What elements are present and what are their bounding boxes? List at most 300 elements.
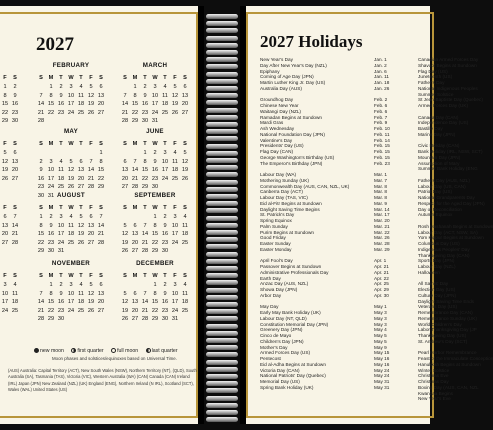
day-cell: 8 xyxy=(99,158,103,165)
day-cell: 22 xyxy=(47,307,55,314)
weekday-label: M xyxy=(132,75,138,81)
spiral-ring xyxy=(206,129,238,134)
day-cell: 11 xyxy=(78,92,84,99)
day-cell: 29 xyxy=(141,184,149,191)
holiday-date: May 16 xyxy=(374,356,390,361)
day-cell: 6 xyxy=(13,150,17,156)
weekday-label: S xyxy=(183,75,187,81)
holiday-date: Apr. 21 xyxy=(374,264,389,269)
day-cell: 12 xyxy=(77,222,85,229)
holiday-name: Independence Day (US) xyxy=(418,120,469,126)
spiral-ring xyxy=(206,352,238,357)
spiral-ring xyxy=(206,165,238,170)
holiday-name: The Emperor's Birthday (JPN) xyxy=(260,160,323,166)
holiday-name: National Foundation Day (JPN) xyxy=(260,131,325,137)
weekday-label: T xyxy=(143,141,147,147)
spiral-ring xyxy=(206,100,238,105)
day-cell: 18 xyxy=(77,101,85,108)
holiday-name: Christmas Day xyxy=(418,379,449,384)
holiday-name: Epiphany xyxy=(260,68,280,74)
day-cell: 7 xyxy=(123,92,127,99)
holiday-name: Purim Begins at Sundown xyxy=(260,229,314,235)
day-cell: 16 xyxy=(57,299,65,306)
day-cell: 13 xyxy=(11,158,19,165)
holiday-name: Summer Bank Holiday (ENG xyxy=(418,166,478,172)
day-cell: 2 xyxy=(59,282,63,288)
month-september xyxy=(120,192,190,256)
month-partial xyxy=(0,192,24,256)
holiday-name: Mothering Sunday (UK) xyxy=(260,177,309,183)
weekday-label: T xyxy=(59,273,63,279)
day-cell: 1 xyxy=(49,282,53,288)
spiral-ring xyxy=(206,396,238,401)
holidays-title: 2027 Holidays xyxy=(260,32,363,51)
weekday-label: M xyxy=(132,273,138,279)
holiday-name: Labour Day (US, CAN) xyxy=(418,183,466,189)
day-cell: 9 xyxy=(59,92,63,99)
holiday-name: Respect for the Aged Day (JPN) xyxy=(418,200,485,206)
day-cell: 10 xyxy=(171,222,179,229)
holiday-name: Christmas Eve xyxy=(418,373,449,379)
day-cell: 10 xyxy=(67,290,75,297)
holiday-name: Rosh Hashanah Begins at Sundown xyxy=(418,223,493,229)
day-cell: 3 xyxy=(3,282,7,288)
weekday-label: S xyxy=(183,205,187,211)
holiday-name: Administrative Professionals Day xyxy=(260,269,329,275)
day-cell: 15 xyxy=(97,167,105,174)
day-cell: 6 xyxy=(183,84,187,90)
holiday-name: Martin Luther King Jr. Day (US) xyxy=(260,80,326,85)
weekday-label: W xyxy=(68,75,74,81)
day-cell: 8 xyxy=(153,290,157,297)
holiday-names-column xyxy=(260,57,372,391)
holiday-name: Juneteenth (US) xyxy=(418,74,453,80)
day-cell: 2 xyxy=(59,84,63,90)
day-cell: 27 xyxy=(77,184,85,191)
weekday-label: M xyxy=(132,141,138,147)
day-cell: 6 xyxy=(89,214,93,220)
day-cell: 25 xyxy=(161,109,169,116)
holiday-date: Mar. 22 xyxy=(374,229,390,235)
page-edge-stripe xyxy=(240,6,246,424)
day-cell: 7 xyxy=(143,290,147,297)
holiday-date: Mar. 8 xyxy=(374,189,388,195)
spiral-ring xyxy=(206,194,238,199)
spiral-ring xyxy=(206,288,238,293)
day-cell: 7 xyxy=(99,214,103,220)
spiral-ring xyxy=(206,273,238,278)
day-cell: 7 xyxy=(133,158,137,165)
day-cell: 4 xyxy=(163,84,167,90)
day-cell: 12 xyxy=(171,92,179,99)
day-cell: 27 xyxy=(131,316,139,323)
spiral-ring xyxy=(206,388,238,393)
day-cell: 6 xyxy=(3,214,7,220)
day-cell: 20 xyxy=(11,167,19,174)
weekday-label: T xyxy=(163,205,167,211)
weekday-label: S xyxy=(13,141,17,147)
holiday-name: Canada Day (CAN) xyxy=(418,114,459,120)
holiday-name: Father's Day (AUS, NZL) xyxy=(418,177,470,183)
holiday-name: Shavuot Begins at Sundown xyxy=(418,62,477,68)
holiday-name: Remembrance Day (CAN) xyxy=(418,310,473,315)
holiday-name: Day of Reconciliation xyxy=(418,206,463,212)
holiday-date: Mar. 28 xyxy=(374,241,390,246)
month-november xyxy=(36,260,106,324)
day-cell: 2 xyxy=(49,214,53,220)
holiday-name: April Fool's Day xyxy=(260,258,293,264)
day-cell: 12 xyxy=(121,299,129,306)
weekday-label: S xyxy=(13,75,17,81)
holiday-name: Labour Day (NT, QLD) xyxy=(260,315,307,321)
spiral-ring xyxy=(206,187,238,192)
spiral-ring xyxy=(206,216,238,221)
spiral-ring xyxy=(206,57,238,62)
day-cell: 5 xyxy=(89,84,93,90)
day-cell: 24 xyxy=(47,184,55,191)
day-cell: 21 xyxy=(121,109,129,116)
weekday-label: W xyxy=(152,205,158,211)
year-title: 2027 xyxy=(36,34,74,55)
day-cell: 27 xyxy=(181,109,189,116)
day-cell: 1 xyxy=(133,84,137,90)
spiral-ring xyxy=(206,338,238,343)
day-cell: 21 xyxy=(11,231,19,238)
day-cell: 4 xyxy=(173,150,177,156)
day-cell: 29 xyxy=(151,316,159,323)
day-cell: 4 xyxy=(79,282,83,288)
day-cell: 20 xyxy=(97,299,105,306)
day-cell: 15 xyxy=(1,101,9,108)
spiral-ring xyxy=(206,201,238,206)
day-cell: 12 xyxy=(87,92,95,99)
day-cell: 16 xyxy=(161,299,169,306)
holiday-name: Spring Bank Holiday (UK) xyxy=(260,384,314,390)
weekday-label: S xyxy=(39,273,43,279)
region-abbreviations-footnote: (AUS) Australia: Capital Territory (ACT), New South Wales (NSW), Northern Territory (NT), (QLD), South Australia (SA), Tasmania (TAS), Victoria (VIC), Western Australia (WA) (CAN) Canada (CAN) Ireland (IRL) Japan (JPN) New Zealand (NZL) (UK) England (ENG), Northern Ireland (N IRL), Scotland (SCT), Wales (WAL) United States (US) xyxy=(8,368,197,393)
day-cell: 19 xyxy=(87,299,95,306)
day-cell: 30 xyxy=(11,118,19,125)
spiral-ring xyxy=(206,86,238,91)
day-cell: 10 xyxy=(47,167,55,174)
month-march xyxy=(120,62,190,126)
day-cell: 1 xyxy=(99,150,103,156)
spiral-ring xyxy=(206,309,238,314)
holiday-name: May Day xyxy=(260,304,279,310)
holiday-date: Feb. 23 xyxy=(374,160,390,166)
holiday-date: May 16 xyxy=(374,361,390,367)
holiday-date: Apr. 22 xyxy=(374,275,389,281)
day-cell: 27 xyxy=(121,184,129,191)
day-cell: 7 xyxy=(39,290,43,297)
day-cell: 27 xyxy=(97,109,105,116)
holiday-name: Children's Day (JPN) xyxy=(260,338,304,344)
holiday-name: Yom Kippur Begins at Sundown xyxy=(418,235,484,241)
weekday-label: W xyxy=(152,273,158,279)
holiday-name: Daylight Saving Time Ends xyxy=(418,298,475,304)
day-cell: 24 xyxy=(171,307,179,314)
day-cell: 13 xyxy=(87,222,95,229)
day-cell: 5 xyxy=(3,150,7,156)
day-cell: 8 xyxy=(133,92,137,99)
day-cell: 15 xyxy=(131,101,139,108)
day-cell: 20 xyxy=(77,175,85,182)
holiday-name: Eid al-Adha Begins at Sundown xyxy=(260,361,326,367)
day-cell: 31 xyxy=(151,118,159,125)
weekday-label: S xyxy=(123,75,127,81)
day-cell: 23 xyxy=(47,239,55,246)
holiday-name: Feast of the Immaculate Conception xyxy=(418,356,493,361)
spiral-ring xyxy=(206,237,238,242)
day-cell: 28 xyxy=(131,184,139,191)
holiday-date: Apr. 30 xyxy=(374,292,389,298)
holiday-name: Easter Monday xyxy=(260,246,292,252)
day-cell: 20 xyxy=(97,101,105,108)
day-cell: 2 xyxy=(153,150,157,156)
weekday-label: F xyxy=(89,205,93,211)
day-cell: 22 xyxy=(151,239,159,246)
day-cell: 11 xyxy=(78,290,84,297)
day-cell: 21 xyxy=(87,175,95,182)
day-cell: 18 xyxy=(77,299,85,306)
day-cell: 18 xyxy=(181,299,189,306)
holiday-date: May 31 xyxy=(374,384,390,390)
holiday-date: Feb. 2 xyxy=(374,97,388,103)
spiral-ring xyxy=(206,331,238,336)
weekday-label: F xyxy=(89,75,93,81)
weekday-label: W xyxy=(68,273,74,279)
spiral-ring xyxy=(206,151,238,156)
holiday-dates-column xyxy=(374,57,418,391)
day-cell: 17 xyxy=(151,101,159,108)
holiday-date: Apr. 29 xyxy=(374,287,389,292)
holiday-date: Mar. 17 xyxy=(374,212,390,218)
spiral-ring xyxy=(206,108,238,113)
holiday-name: Halloween xyxy=(418,269,440,275)
day-cell: 5 xyxy=(89,282,93,288)
day-cell: 23 xyxy=(141,109,149,116)
day-cell: 17 xyxy=(57,231,65,238)
holiday-date: Mar. 20 xyxy=(374,218,390,223)
spiral-ring xyxy=(206,72,238,77)
day-cell: 26 xyxy=(87,307,95,314)
spiral-ring xyxy=(206,316,238,321)
day-cell: 8 xyxy=(153,222,157,229)
day-cell: 19 xyxy=(1,167,9,174)
day-cell: 7 xyxy=(39,92,43,99)
spiral-ring xyxy=(206,302,238,307)
weekday-label: S xyxy=(99,273,103,279)
weekday-label: S xyxy=(123,141,127,147)
day-cell: 8 xyxy=(39,222,43,229)
day-cell: 2 xyxy=(163,282,167,288)
holiday-name: St. Andrew's Day (SCT) xyxy=(418,338,468,344)
day-cell: 28 xyxy=(141,316,149,323)
day-cell: 16 xyxy=(37,175,45,182)
holiday-date: May 15 xyxy=(374,350,390,356)
weekday-label: F xyxy=(3,205,7,211)
holiday-name: Mother's Day xyxy=(260,344,288,350)
day-cell: 16 xyxy=(141,101,149,108)
spiral-ring xyxy=(206,324,238,329)
day-cell: 14 xyxy=(141,299,149,306)
holiday-name: Hanukkah Begins at Sundown xyxy=(418,361,481,367)
weekday-label: F xyxy=(173,141,177,147)
day-cell: 9 xyxy=(163,222,167,229)
day-cell: 30 xyxy=(47,248,55,255)
first-quarter-icon xyxy=(71,348,76,353)
spiral-ring xyxy=(206,136,238,141)
weekday-label: F xyxy=(89,141,93,147)
weekday-label: F xyxy=(3,273,7,279)
day-cell: 27 xyxy=(97,307,105,314)
month-partial xyxy=(0,260,24,324)
weekday-label: F xyxy=(173,75,177,81)
day-cell: 29 xyxy=(97,184,105,191)
day-cell: 19 xyxy=(67,175,75,182)
day-cell: 25 xyxy=(77,109,85,116)
day-cell: 13 xyxy=(131,231,139,238)
holiday-name: Showa Day (JPN) xyxy=(260,287,298,292)
new-moon-icon xyxy=(34,348,39,353)
day-cell: 30 xyxy=(151,184,159,191)
spiral-ring xyxy=(206,122,238,127)
spiral-ring xyxy=(206,403,238,408)
moon-legend xyxy=(34,348,184,354)
day-cell: 16 xyxy=(11,101,19,108)
weekday-label: S xyxy=(39,75,43,81)
holiday-name: Presidents' Day (US) xyxy=(260,143,304,149)
day-cell: 15 xyxy=(47,101,55,108)
day-cell: 9 xyxy=(59,290,63,297)
day-cell: 22 xyxy=(37,239,45,246)
weekday-label: F xyxy=(3,141,7,147)
first-quarter-label: first quarter xyxy=(77,348,104,354)
holiday-name: Waitangi Day (NZL) xyxy=(260,108,301,114)
weekday-label: F xyxy=(89,273,93,279)
day-cell: 5 xyxy=(79,214,83,220)
weekday-label: S xyxy=(39,205,43,211)
weekday-label: F xyxy=(3,75,7,81)
day-cell: 24 xyxy=(57,239,65,246)
holiday-date: Mar. 1 xyxy=(374,172,388,177)
spiral-ring xyxy=(206,93,238,98)
holiday-name: Spring Equinox xyxy=(260,218,292,223)
spiral-ring xyxy=(206,172,238,177)
month-name: JUNE xyxy=(146,128,164,135)
day-cell: 26 xyxy=(87,109,95,116)
day-cell: 26 xyxy=(67,184,75,191)
weekday-label: M xyxy=(48,273,54,279)
day-cell: 10 xyxy=(161,158,169,165)
holiday-date: May 24 xyxy=(374,367,390,373)
holiday-date: Apr. 21 xyxy=(374,269,389,275)
holiday-name: Chinese New Year xyxy=(260,103,299,108)
holiday-name: Labour Day (TAS, VIC) xyxy=(260,195,308,200)
day-cell: 11 xyxy=(68,222,74,229)
holiday-date: Mar. 14 xyxy=(374,206,390,212)
spiral-ring xyxy=(206,280,238,285)
holiday-name: Autumn Equinox xyxy=(418,212,453,218)
day-cell: 2 xyxy=(143,84,147,90)
weekday-label: T xyxy=(143,75,147,81)
day-cell: 14 xyxy=(97,222,105,229)
day-cell: 12 xyxy=(1,158,9,165)
weekday-label: W xyxy=(152,75,158,81)
day-cell: 15 xyxy=(151,231,159,238)
holiday-name: Canberra Day (ACT) xyxy=(260,189,303,195)
day-cell: 6 xyxy=(123,158,127,165)
holiday-date: Jan. 26 xyxy=(374,85,390,91)
spiral-ring xyxy=(206,223,238,228)
day-cell: 13 xyxy=(121,167,129,174)
day-cell: 12 xyxy=(87,290,95,297)
day-cell: 16 xyxy=(151,167,159,174)
holiday-date: Jan. 11 xyxy=(374,74,390,80)
day-cell: 14 xyxy=(141,231,149,238)
holiday-name: Veterans Day (US) xyxy=(418,304,458,310)
holiday-date: Mar. 7 xyxy=(374,177,388,183)
day-cell: 11 xyxy=(182,222,188,229)
day-cell: 4 xyxy=(79,84,83,90)
weekday-label: T xyxy=(79,75,83,81)
holiday-name: Kwanzaa Begins xyxy=(418,390,453,396)
day-cell: 6 xyxy=(133,290,137,297)
day-cell: 25 xyxy=(11,307,19,314)
day-cell: 16 xyxy=(47,231,55,238)
day-cell: 18 xyxy=(67,231,75,238)
day-cell: 29 xyxy=(47,316,55,323)
day-cell: 19 xyxy=(181,167,189,174)
holiday-name: Labour Day (NZL) xyxy=(418,264,456,269)
last-quarter-label: last quarter xyxy=(151,348,178,354)
holiday-name: Cinco de Mayo xyxy=(260,333,292,338)
day-cell: 27 xyxy=(11,175,19,182)
day-cell: 21 xyxy=(37,307,45,314)
month-partial xyxy=(0,62,24,126)
day-cell: 13 xyxy=(131,299,139,306)
holiday-name: Mardi Gras xyxy=(260,120,284,126)
full-moon-label: full moon xyxy=(117,348,139,354)
day-cell: 10 xyxy=(67,92,75,99)
spiral-ring xyxy=(206,115,238,120)
holiday-date: May 9 xyxy=(374,344,387,350)
holiday-name: Father's Day xyxy=(418,80,445,85)
weekday-label: T xyxy=(79,205,83,211)
day-cell: 1 xyxy=(153,282,157,288)
day-cell: 25 xyxy=(181,307,189,314)
day-cell: 30 xyxy=(141,118,149,125)
holiday-date: Jan. 1 xyxy=(374,57,387,62)
spiral-ring xyxy=(206,21,238,26)
holiday-name: Indigenous Peoples' Day xyxy=(418,246,470,252)
day-cell: 19 xyxy=(121,239,129,246)
day-cell: 25 xyxy=(57,184,65,191)
holiday-date: Mar. 9 xyxy=(374,200,388,206)
weekday-label: W xyxy=(68,141,74,147)
day-cell: 4 xyxy=(183,214,187,220)
holiday-date: Feb. 15 xyxy=(374,143,390,149)
day-cell: 9 xyxy=(163,290,167,297)
day-cell: 13 xyxy=(97,92,105,99)
day-cell: 12 xyxy=(181,158,189,165)
holiday-name: National Indigenous Peoples xyxy=(418,85,478,91)
day-cell: 8 xyxy=(49,92,53,99)
holiday-name: Earth Day xyxy=(260,275,281,281)
day-cell: 18 xyxy=(11,299,19,306)
day-cell: 10 xyxy=(151,92,159,99)
holiday-date: Feb. 15 xyxy=(374,154,390,160)
